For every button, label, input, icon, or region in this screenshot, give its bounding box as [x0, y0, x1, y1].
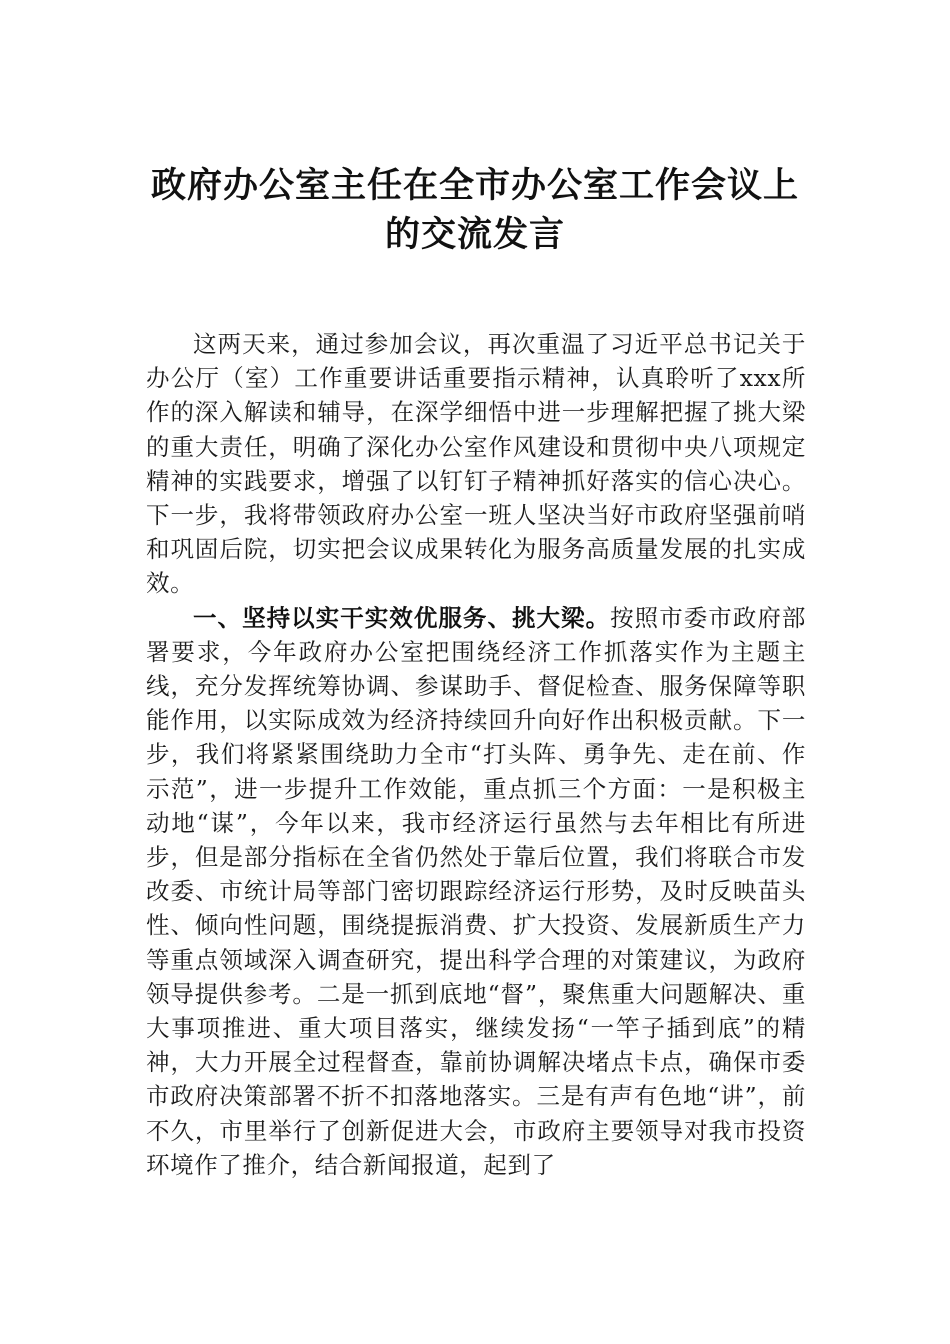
document-body — [146, 327, 806, 1182]
document-title-line-2: 的交流发言 — [384, 214, 565, 255]
section-1-text: 按照市委市政府部署要求，今年政府办公室把围绕经济工作抓落实作为主题主线，充分发挥统筹协调、参谋助手、督促检查、服务保障等职能作用，以实际成效为经济持续回升向好作出积极贡献。下一步，我们将紧紧围绕助力全市“打头阵、勇争先、走在前、作示范”，进一步提升工作效能，重点抓三个方面：一是积极主动地“谋”，今年以来，我市经济运行虽然与去年相比有所进步，但是部分指标在全省仍然处于靠后位置，我们将联合市发改委、市统计局等部门密切跟踪经济运行形势，及时反映苗头性、倾向性问题，围绕提振消费、扩大投资、发展新质生产力等重点领域深入调查研究，提出科学合理的对策建议，为政府领导提供参考。二是一抓到底地“督”，聚焦重大问题解决、重大事项推进、重大项目落实，继续发扬“一竿子插到底”的精神，大力开展全过程督查，靠前协调解决堵点卡点，确保市委市政府决策部署不折不扣落地落实。三是有声有色地“讲”，前不久，市里举行了创新促进大会，市政府主要领导对我市投资环境作了推介，结合新闻报道，起到了 — [146, 603, 806, 1179]
section-1-heading: 一、坚持以实干实效优服务、挑大梁。 — [193, 603, 611, 632]
paragraph-intro — [146, 327, 806, 601]
document-title-line-1: 政府办公室主任在全市办公室工作会议上 — [150, 165, 799, 206]
paragraph-section-1 — [146, 601, 806, 1182]
paragraph-intro-text: 这两天来，通过参加会议，再次重温了习近平总书记关于办公厅（室）工作重要讲话重要指示精神，认真聆听了xxx所作的深入解读和辅导，在深学细悟中进一步理解把握了挑大梁的重大责任，明确了深化办公室作风建设和贯彻中央八项规定精神的实践要求，增强了以钉钉子精神抓好落实的信心决心。下一步，我将带领政府办公室一班人坚决当好市政府坚强前哨和巩固后院，切实把会议成果转化为服务高质量发展的扎实成效。 — [146, 330, 806, 598]
